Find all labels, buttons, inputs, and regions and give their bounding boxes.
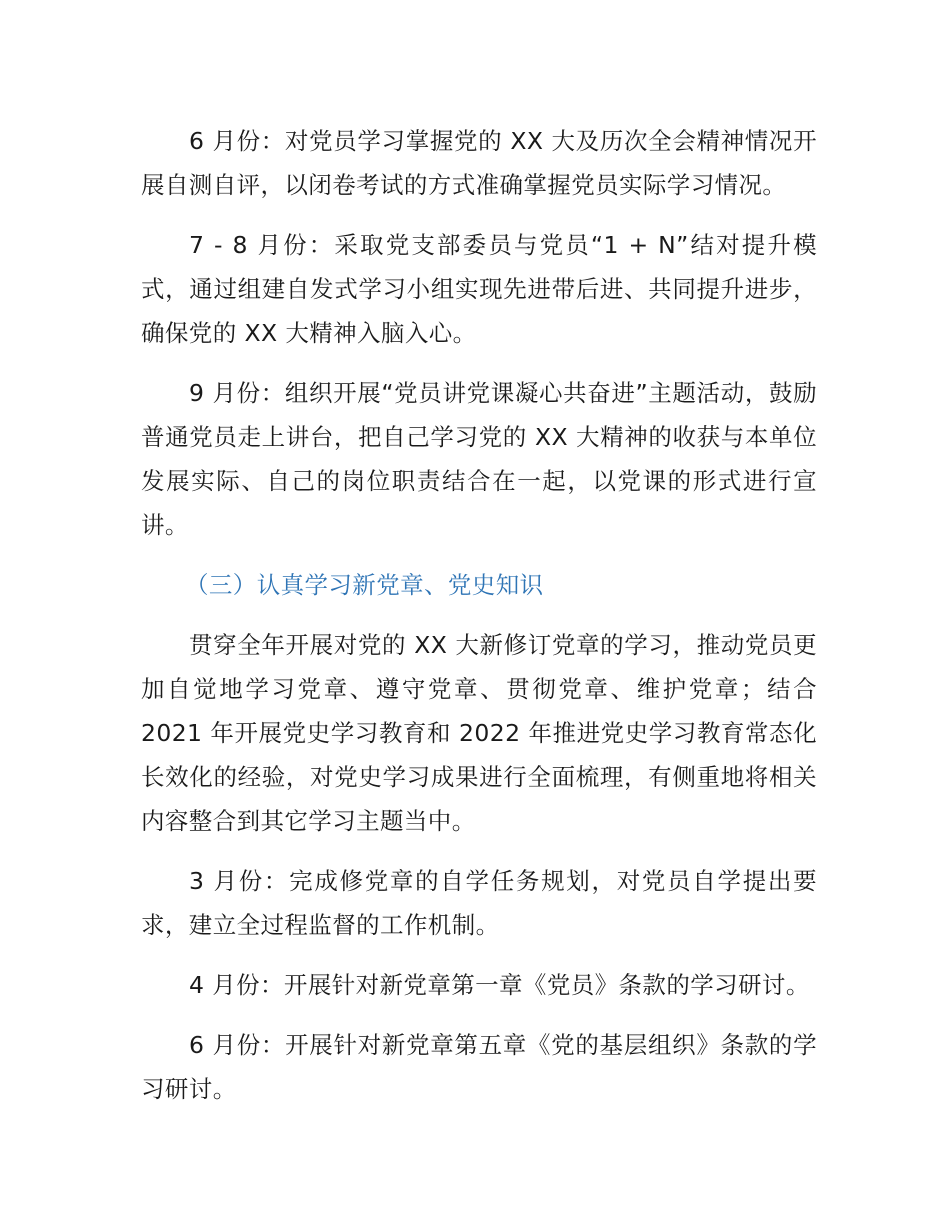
section-heading: （三）认真学习新党章、党史知识 (185, 571, 544, 599)
paragraph-march-plan: 3 月份：完成修党章的自学任务规划，对党员自学提出要求，建立全过程监督的工作机制。 (141, 867, 817, 939)
paragraph-june-self-test: 6 月份：对党员学习掌握党的 XX 大及历次全会精神情况开展自测自评，以闭卷考试的方式准确掌握党员实际学习情况。 (141, 127, 817, 199)
paragraph-april-seminar: 4 月份：开展针对新党章第一章《党员》条款的学习研讨。 (189, 971, 810, 999)
paragraph-june-seminar: 6 月份：开展针对新党章第五章《党的基层组织》条款的学习研讨。 (141, 1031, 817, 1103)
paragraph-year-round-study: 贯穿全年开展对党的 XX 大新修订党章的学习，推动党员更加自觉地学习党章、遵守党章、贯彻党章、维护党章；结合 2021 年开展党史学习教育和 2022 年推进党史学习教育常态化长效化的经验，对党史学习成果进行全面梳理，有侧重地将相关内容整合到其它学习主题当中。 (141, 631, 817, 835)
document-body (141, 119, 817, 1127)
paragraph-september-party-lecture: 9 月份：组织开展“党员讲党课凝心共奋进”主题活动，鼓励普通党员走上讲台，把自己学习党的 XX 大精神的收获与本单位发展实际、自己的岗位职责结合在一起，以党课的形式进行宣讲。 (141, 379, 817, 539)
paragraph-july-august-pairing: 7 - 8 月份：采取党支部委员与党员“1 + N”结对提升模式，通过组建自发式学习小组实现先进带后进、共同提升进步，确保党的 XX 大精神入脑入心。 (141, 231, 817, 347)
